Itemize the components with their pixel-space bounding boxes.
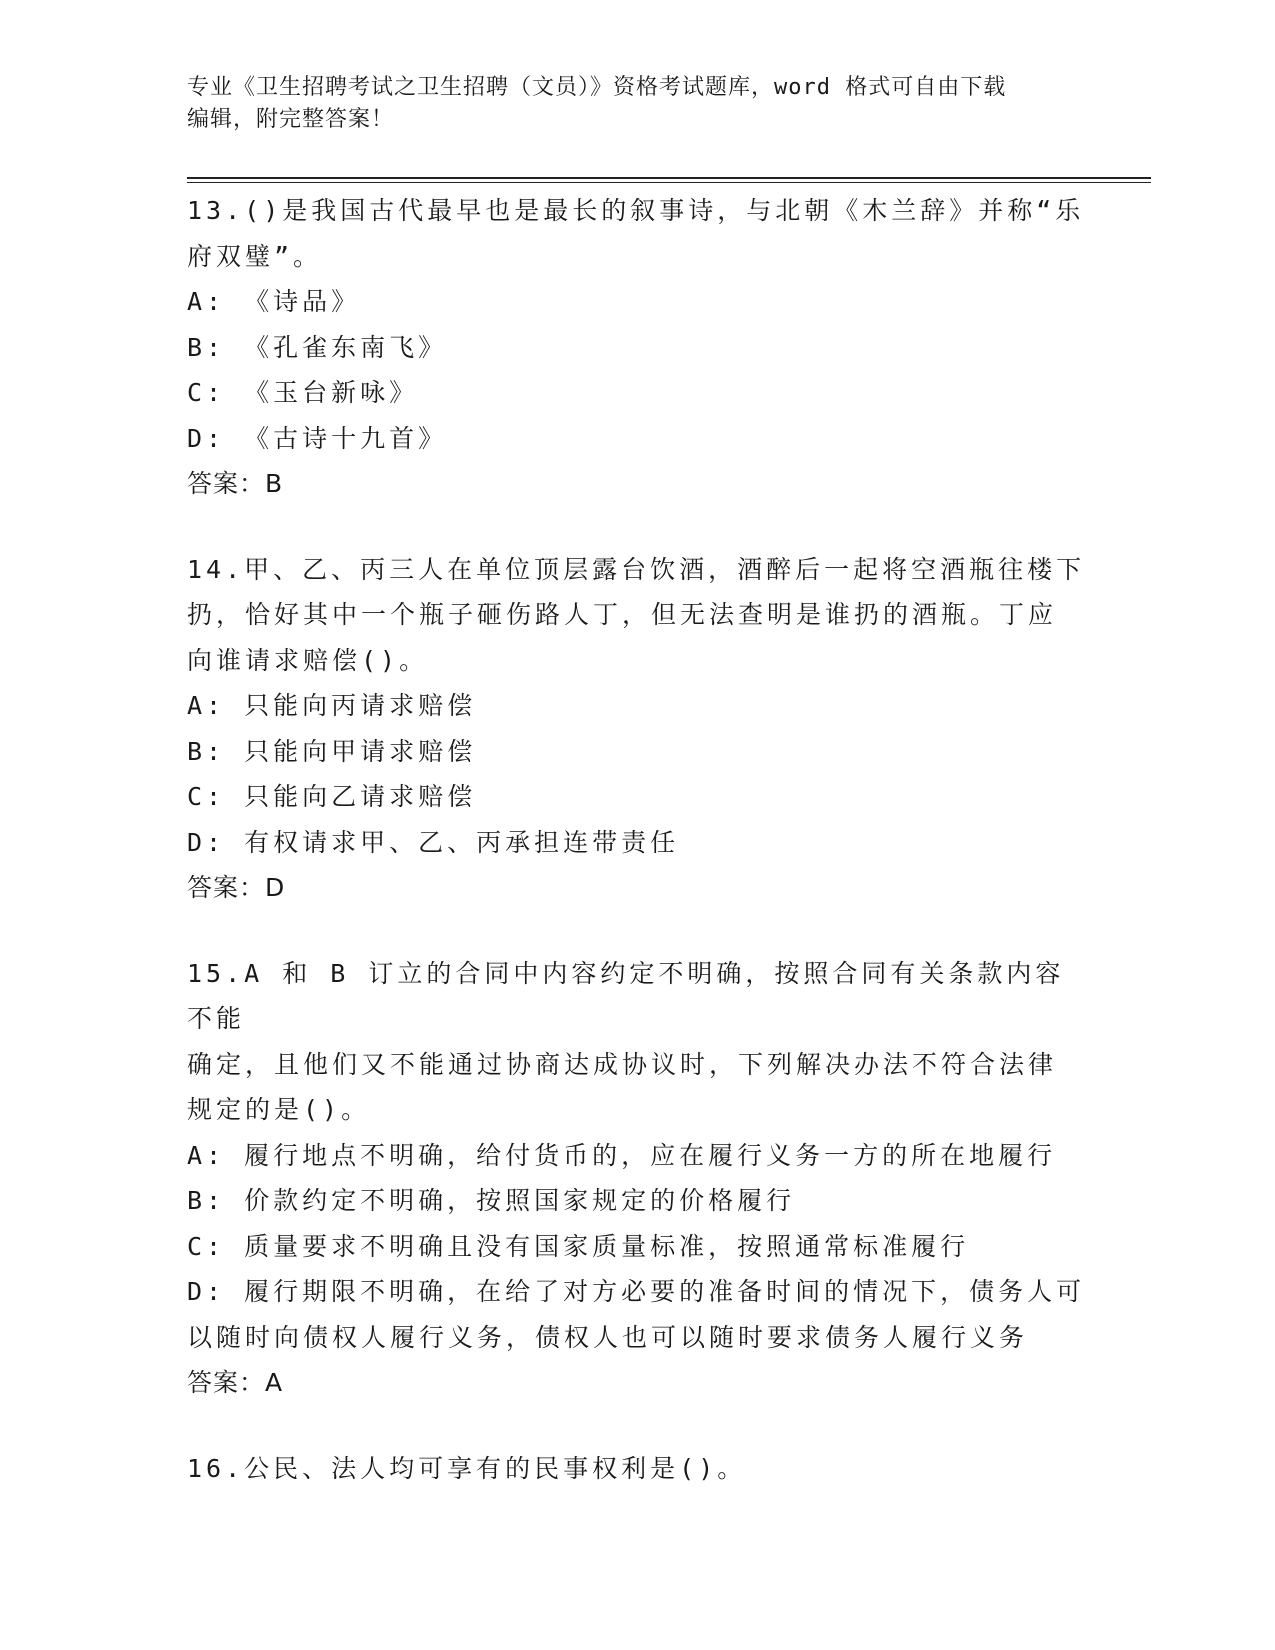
document-header [187,72,1067,136]
question-stem: 规定的是()。 [187,1095,371,1124]
option-a: A: 《诗品》 [187,287,361,316]
header-line: 编辑，附完整答案！ [187,107,395,132]
question-stem: 13.()是我国古代最早也是最长的叙事诗，与北朝《木兰辞》并称“乐 [187,196,1085,225]
option-d: 以随时向债权人履行义务，债权人也可以随时要求债务人履行义务 [187,1322,1029,1352]
question-16 [187,1446,1087,1492]
option-b: B: 价款约定不明确，按照国家规定的价格履行 [187,1186,796,1215]
option-d: D: 履行期限不明确，在给了对方必要的准备时间的情况下，债务人可 [187,1277,1086,1306]
question-stem: 府双璧”。 [187,241,323,271]
option-a: A: 只能向丙请求赔偿 [187,691,477,720]
question-stem: 14.甲、乙、丙三人在单位顶层露台饮酒，酒醉后一起将空酒瓶往楼下 [187,554,1086,584]
header-divider [187,177,1151,179]
option-d: D: 有权请求甲、乙、丙承担连带责任 [187,827,680,857]
question-stem: 确定，且他们又不能通过协商达成协议时，下列解决办法不符合法律 [187,1049,1058,1079]
header-divider [187,182,1151,183]
question-14 [187,547,1087,911]
option-b: B: 只能向甲请求赔偿 [187,736,477,766]
question-list [187,188,1087,1531]
question-13 [187,188,1087,507]
answer: 答案：A [187,1368,284,1397]
question-15 [187,951,1087,1406]
answer: 答案：D [187,873,286,902]
header-line: 专业《卫生招聘考试之卫生招聘（文员）》资格考试题库，word 格式可自由下载 [187,75,1007,100]
question-stem: 15.A 和 B 订立的合同中内容约定不明确，按照合同有关条款内容不能 [187,958,1065,1033]
question-stem: 向谁请求赔偿()。 [187,645,429,675]
answer: 答案：B [187,469,284,498]
option-d: D: 《古诗十九首》 [187,423,448,453]
option-c: C: 《玉台新咏》 [187,378,419,407]
option-c: C: 质量要求不明确且没有国家质量标准，按照通常标准履行 [187,1231,970,1261]
option-b: B: 《孔雀东南飞》 [187,332,448,362]
option-a: A: 履行地点不明确，给付货币的，应在履行义务一方的所在地履行 [187,1140,1057,1170]
question-stem: 扔，恰好其中一个瓶子砸伤路人丁，但无法查明是谁扔的酒瓶。丁应 [187,600,1058,629]
question-stem: 16.公民、法人均可享有的民事权利是()。 [187,1453,747,1483]
option-c: C: 只能向乙请求赔偿 [187,782,477,811]
